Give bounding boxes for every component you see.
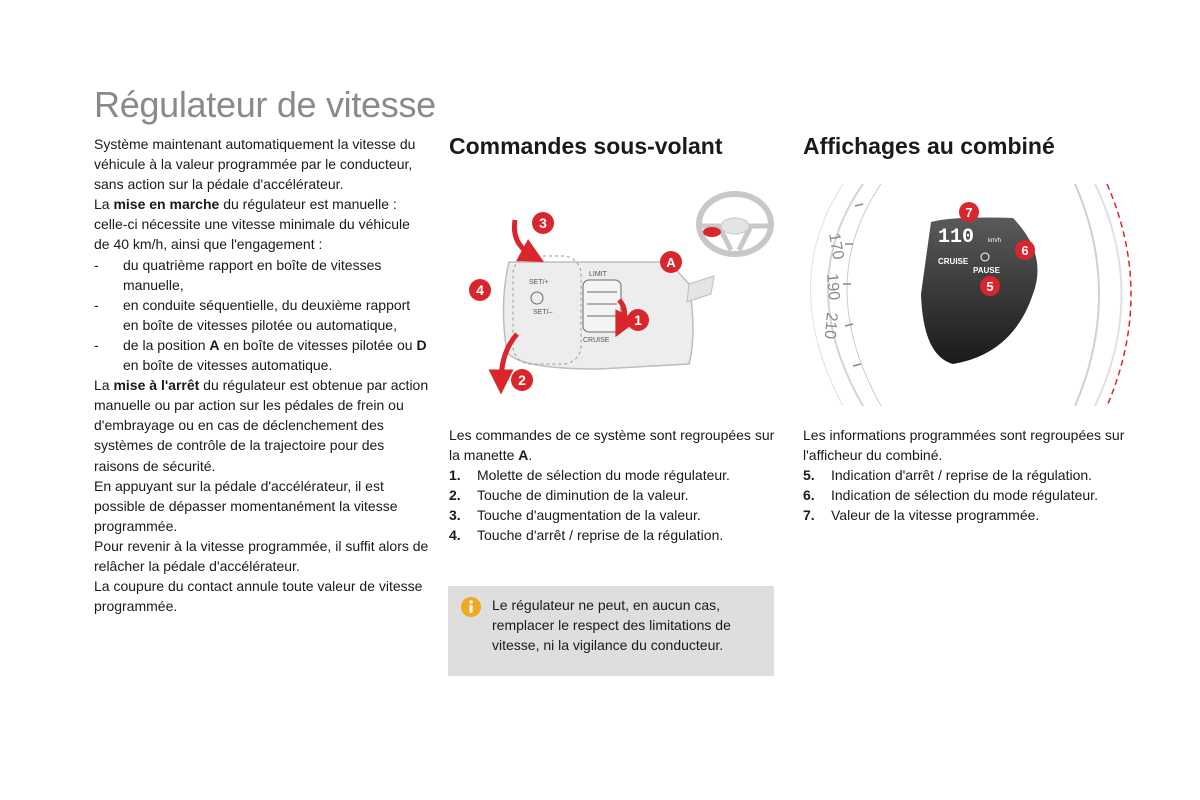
safety-note-text: Le régulateur ne peut, en aucun cas, remplacer le respect des limitations de vitesse, ni la vigilance du conducteur. (492, 597, 731, 654)
instrument-cluster-figure (803, 184, 1143, 406)
svg-text:6: 6 (1021, 243, 1029, 258)
display-item: 6. Indication de sélection du mode régulateur. (803, 487, 1098, 504)
accelerator-paragraph: En appuyant sur la pédale d'accélérateur, il est possible de dépasser momentanément la vitesse programmée. (94, 477, 398, 534)
callout-3 (532, 212, 554, 234)
svg-text:A: A (666, 255, 676, 270)
cruise-indicator: CRUISE (938, 257, 969, 266)
lever-label-set-minus: SET/– (533, 309, 553, 316)
controls-heading: Commandes sous-volant (449, 133, 723, 159)
callout-4 (469, 279, 491, 301)
callout-7 (959, 202, 979, 222)
svg-text:3: 3 (539, 215, 547, 231)
svg-text:2: 2 (518, 372, 526, 388)
controls-item: 2. Touche de diminution de la valeur. (449, 487, 689, 504)
controls-item: 4. Touche d'arrêt / reprise de la régulation. (449, 527, 724, 544)
dial-number-210: 210 (820, 311, 840, 340)
lever-label-cruise: CRUISE (583, 337, 610, 344)
safety-note (448, 586, 774, 676)
controls-intro: Les commandes de ce système sont regroupées sur la manette A. (449, 427, 775, 464)
page-title: Régulateur de vitesse (94, 84, 436, 125)
dial-number-170: 170 (825, 231, 847, 261)
arrow-up-icon (514, 220, 533, 256)
svg-text:5: 5 (986, 279, 994, 294)
callout-5 (980, 276, 1000, 296)
deactivation-paragraph: La mise à l'arrêt du régulateur est obtenue par action manuelle ou par action sur les pédales de frein ou d'embrayage ou en cas de déclenchement des systèmes de contrôle de la trajectoire pour des raisons de sécurité. (94, 377, 429, 474)
callout-6 (1015, 240, 1035, 260)
controls-item: 1. Molette de sélection du mode régulateur. (449, 467, 730, 484)
svg-text:1: 1 (634, 312, 642, 328)
condition-item: - en conduite séquentielle, du deuxième rapport en boîte de vitesses pilotée ou automatique, (94, 295, 429, 335)
intro-paragraph: Système maintenant automatiquement la vitesse du véhicule à la valeur programmée par le conducteur, sans action sur la pédale d'accélérateur. (94, 136, 416, 193)
steering-wheel-icon (699, 194, 771, 254)
display-item: 5. Indication d'arrêt / reprise de la régulation. (803, 467, 1093, 484)
display-text (803, 425, 1143, 525)
callout-A (660, 251, 682, 273)
controls-text (449, 425, 775, 546)
svg-text:7: 7 (965, 205, 973, 220)
conditions-list (94, 255, 429, 376)
display-item: 7. Valeur de la vitesse programmée. (803, 507, 1040, 524)
callout-2 (511, 369, 533, 391)
svg-text:4: 4 (476, 282, 484, 298)
programmed-speed: 110 (938, 226, 975, 249)
intro-column (94, 134, 429, 616)
callout-1 (627, 309, 649, 331)
lever-label-limit: LIMIT (589, 271, 607, 278)
return-paragraph: Pour revenir à la vitesse programmée, il suffit alors de relâcher la pédale d'accélérateur. (94, 537, 429, 574)
info-icon (461, 597, 481, 617)
steering-lever-figure (449, 184, 775, 406)
ignition-paragraph: La coupure du contact annule toute valeur de vitesse programmée. (94, 578, 423, 615)
display-intro: Les informations programmées sont regroupées sur l'afficheur du combiné. (803, 427, 1125, 464)
display-heading: Affichages au combiné (803, 133, 1055, 159)
dial-number-190: 190 (823, 272, 843, 301)
controls-item: 3. Touche d'augmentation de la valeur. (449, 507, 701, 524)
speed-unit: km/h (988, 238, 1002, 244)
condition-item: - de la position A en boîte de vitesses pilotée ou D en boîte de vitesses automatique. (94, 335, 429, 375)
pause-indicator: PAUSE (973, 266, 1000, 275)
condition-item: - du quatrième rapport en boîte de vitesses manuelle, (94, 255, 429, 295)
speedometer-dial (811, 184, 882, 406)
lever-label-set-plus: SET/+ (529, 279, 549, 286)
activation-paragraph: La mise en marche du régulateur est manuelle : celle-ci nécessite une vitesse minimale du véhicule de 40 km/h, ainsi que l'engagement : (94, 196, 410, 253)
right-gauge-arcs (1075, 184, 1131, 406)
